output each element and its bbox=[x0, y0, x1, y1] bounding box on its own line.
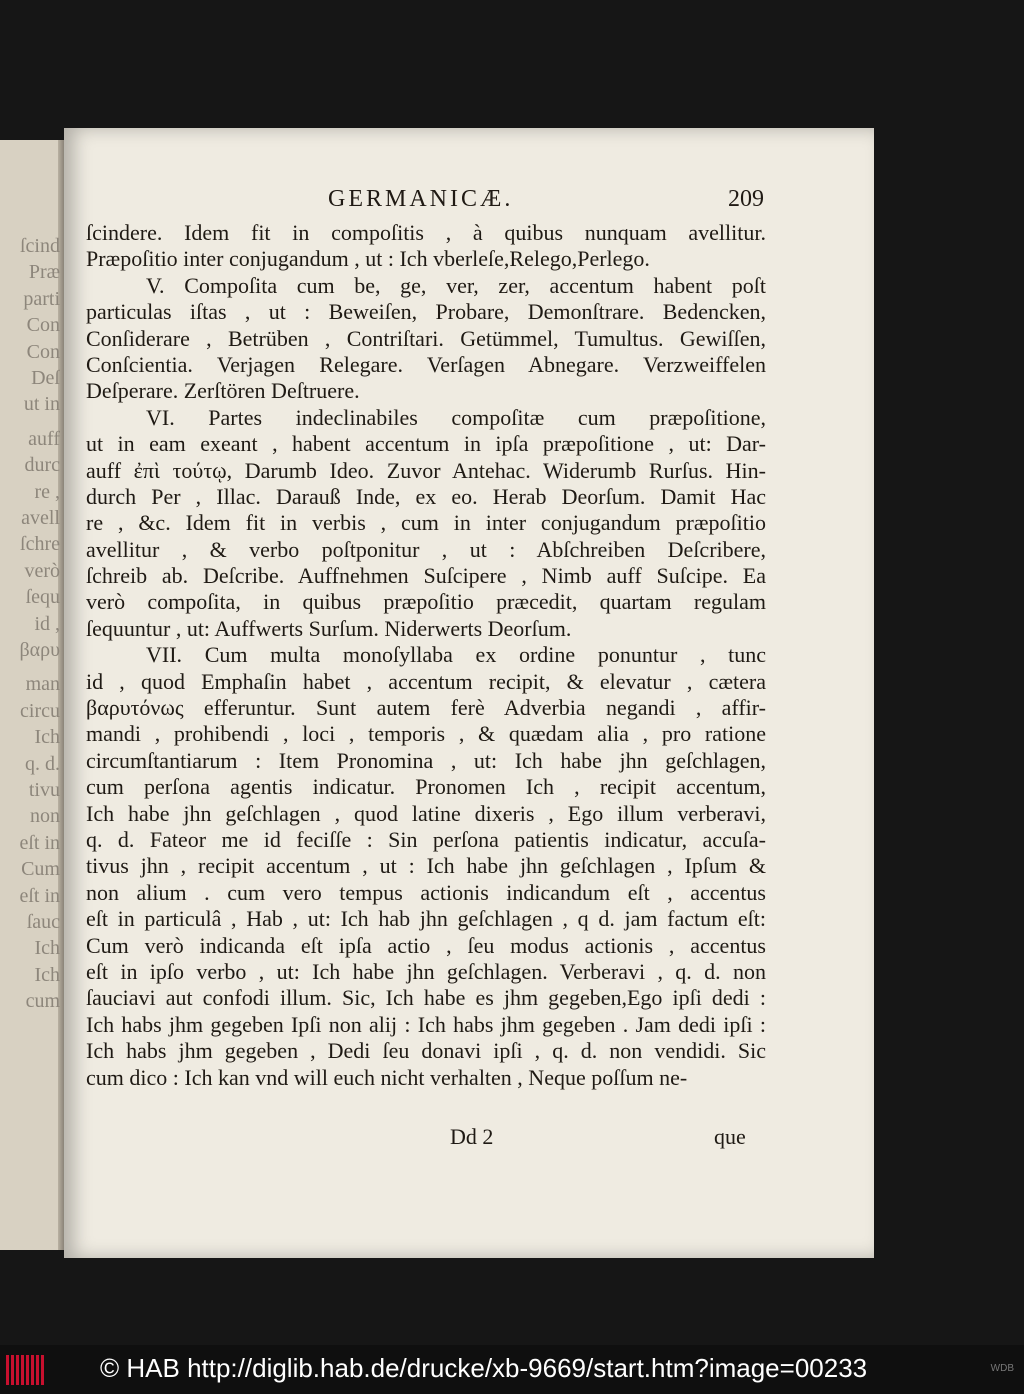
text-line: tivus jhn , recipit accentum , ut : Ich habe jhn geſchlagen , Ipſum & bbox=[86, 853, 766, 879]
text-line: ut in eam exeant , habent accentum in ipſa præpoſitione , ut: Dar- bbox=[86, 431, 766, 457]
facing-page-fragment: eſt in bbox=[19, 831, 60, 854]
facing-page-fragment: Ich bbox=[34, 937, 60, 960]
facing-page-fragment: cum bbox=[25, 990, 60, 1013]
text-line: ſequuntur , ut: Auffwerts Surſum. Niderwerts Deorſum. bbox=[86, 615, 572, 641]
facing-page-fragment: parti bbox=[23, 287, 60, 310]
text-line: Cum verò indicanda eſt ipſa actio , ſeu modus actionis , accentus bbox=[86, 932, 766, 958]
book-page bbox=[64, 128, 874, 1258]
facing-page-fragment: re , bbox=[34, 480, 60, 503]
copyright-url[interactable]: © HAB http://diglib.hab.de/drucke/xb-9669/start.htm?image=00233 bbox=[100, 1353, 868, 1383]
facing-page-fragment: tivu bbox=[28, 779, 60, 801]
text-line: VII. Cum multa monoſyllaba ex ordine ponuntur , tunc bbox=[146, 642, 766, 668]
text-line: Conſcientia. Verjagen Relegare. Verſagen Abnegare. Verzweiffelen bbox=[86, 351, 766, 377]
catchword: que bbox=[714, 1124, 746, 1149]
facing-page-fragment: q. d. bbox=[25, 752, 60, 775]
text-line: eſt in ipſo verbo , ut: Ich habe jhn geſchlagen. Verberavi , q. d. non bbox=[86, 958, 766, 984]
facing-page-fragment: id , bbox=[34, 612, 60, 635]
text-line: q. d. Fateor me id feciſſe : Sin perſona patientis indicatur, accuſa- bbox=[86, 826, 766, 852]
facing-page-fragment: ſchre bbox=[20, 533, 60, 556]
facing-page-strip bbox=[0, 140, 64, 1250]
text-line: re , &c. Idem fit in verbis , cum in inter conjugandum præpoſitio bbox=[86, 510, 766, 536]
facing-page-fragment: ut in bbox=[23, 393, 60, 416]
text-line: cum dico : Ich kan vnd will euch nicht verhalten , Neque poſſum ne- bbox=[86, 1064, 688, 1090]
viewer-footer bbox=[0, 1345, 1024, 1394]
facing-page-fragment: Con bbox=[26, 314, 60, 337]
facing-page-fragment: Cum bbox=[21, 858, 60, 881]
facing-page-fragment: Præ bbox=[28, 261, 60, 284]
running-head-title: GERMANICÆ. bbox=[328, 186, 514, 212]
facing-page-fragment: Ich bbox=[34, 963, 60, 986]
text-line: particulas iſtas , ut : Beweiſen, Probare, Demonſtrare. Bedencken, bbox=[86, 299, 766, 325]
text-line: eſt in particulâ , Hab , ut: Ich hab jhn geſchlagen , q d. jam factum eſt: bbox=[86, 906, 766, 932]
text-line: avellitur , & verbo poſtponitur , ut : Abſchreiben Deſcribere, bbox=[86, 536, 766, 562]
text-line: VI. Partes indeclinabiles compoſitæ cum præpoſitione, bbox=[146, 404, 766, 430]
facing-page-fragment: ſauc bbox=[26, 911, 60, 933]
text-line: ſchreib ab. Deſcribe. Auffnehmen Suſcipere , Nimb auff Suſcipe. Ea bbox=[86, 563, 766, 589]
text-line: Ich habe jhn geſchlagen , quod latine dixeris , Ego illum verberavi, bbox=[86, 800, 766, 826]
text-line: Ich habs jhm gegeben , Dedi ſeu donavi ipſi , q. d. non vendidi. Sic bbox=[86, 1038, 766, 1064]
facing-page-fragment: auff bbox=[28, 427, 60, 450]
text-line: non alium . cum vero tempus actionis indicandum eſt , accentus bbox=[86, 879, 766, 905]
text-line: verò compoſita, in quibus præpoſitio præcedit, quartam regulam bbox=[86, 589, 766, 615]
text-line: cum perſona agentis indicatur. Pronomen Ich , recipit accentum, bbox=[86, 774, 766, 800]
text-line: durch Per , Illac. Darauß Inde, ex eo. Herab Deorſum. Damit Hac bbox=[86, 483, 766, 509]
text-line: auff ἐπὶ τούτῳ, Darumb Ideo. Zuvor Antehac. Widerumb Rurſus. Hin- bbox=[86, 457, 766, 483]
text-line: Deſperare. Zerſtören Deſtruere. bbox=[86, 378, 360, 404]
facing-page-fragment: avell bbox=[21, 507, 60, 529]
footer-mark: WDB bbox=[990, 1363, 1014, 1374]
text-line: Conſiderare , Betrüben , Contriſtari. Getümmel, Tumultus. Gewiſſen, bbox=[86, 325, 766, 351]
signature-mark: Dd 2 bbox=[450, 1124, 494, 1149]
text-line: Ich habs jhm gegeben Ipſi non alij : Ich habs jhm gegeben . Jam dedi ipſi : bbox=[86, 1011, 766, 1037]
text-line: ſauciavi aut confodi illum. Sic, Ich habe es jhm gegeben,Ego ipſi dedi : bbox=[86, 985, 766, 1011]
text-line: Præpoſitio inter conjugandum , ut : Ich vberleſe,Relego,Perlego. bbox=[86, 246, 650, 272]
facing-page-fragment: durc bbox=[24, 454, 60, 477]
text-line: circumſtantiarum : Item Pronomina , ut: Ich habe jhn geſchlagen, bbox=[86, 747, 766, 773]
facing-page-fragment: Deſ bbox=[31, 367, 60, 389]
text-line: mandi , prohibendi , loci , temporis , & quædam alia , pro ratione bbox=[86, 721, 766, 747]
body-text bbox=[86, 220, 766, 1091]
running-head bbox=[64, 186, 874, 222]
facing-page-fragment: non bbox=[30, 805, 60, 828]
facing-page-fragment: Ich bbox=[34, 726, 60, 749]
page-number: 209 bbox=[728, 186, 764, 212]
facing-page-fragment: ſcind bbox=[20, 235, 60, 257]
facing-page-fragment: verò bbox=[24, 559, 60, 582]
text-line: ſcindere. Idem fit in compoſitis , à quibus nunquam avellitur. bbox=[86, 220, 766, 245]
text-line: id , quod Emphaſin habet , accentum recipit, & elevatur , cætera bbox=[86, 668, 766, 694]
text-line: βαρυτόνως efferuntur. Sunt autem ferè Adverbia negandi , affir- bbox=[86, 695, 766, 721]
facing-page-fragment: ſequ bbox=[25, 586, 60, 609]
facing-page-fragment: circu bbox=[20, 699, 60, 722]
facing-page-fragment: βαρυ bbox=[19, 639, 60, 661]
facing-page-fragment: man bbox=[25, 673, 60, 696]
facing-page-fragment: eſt in bbox=[19, 884, 60, 907]
facing-page-fragment: Con bbox=[26, 340, 60, 363]
hab-barcode-logo-icon bbox=[6, 1355, 46, 1385]
text-line: V. Compoſita cum be, ge, ver, zer, accentum habent poſt bbox=[146, 272, 766, 298]
